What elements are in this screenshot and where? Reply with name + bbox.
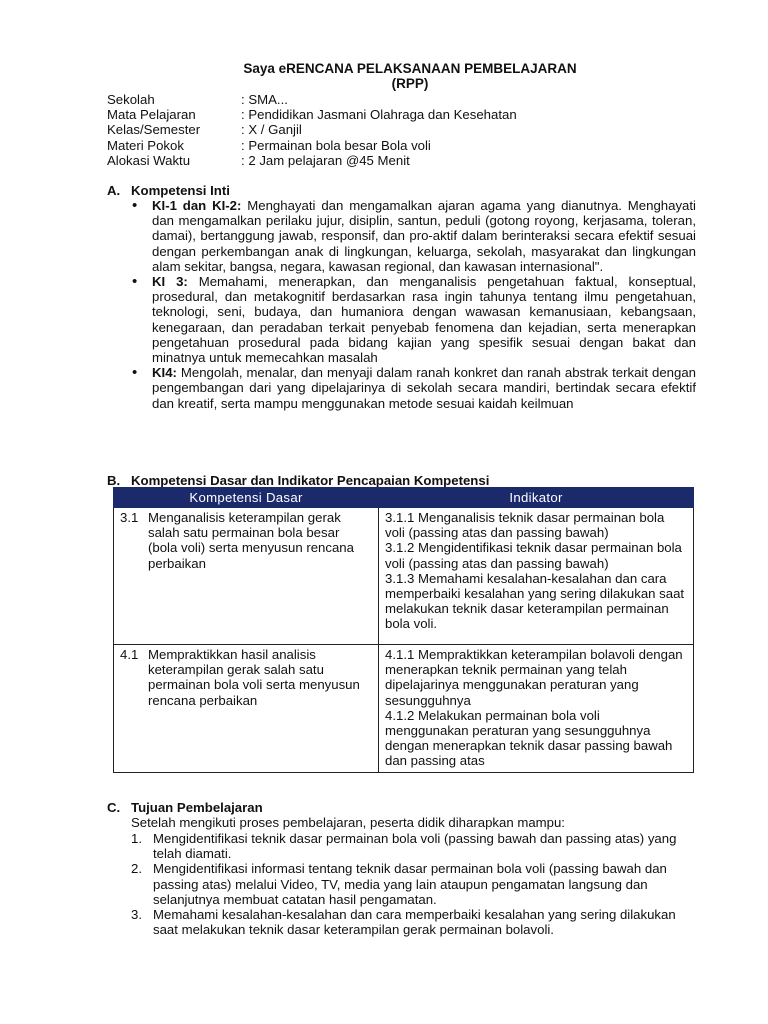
kd-number: 3.1 [120, 510, 139, 525]
identity-block [107, 92, 707, 168]
section-letter: B. [107, 473, 121, 488]
indikator-item: 3.1.2 Mengidentifikasi teknik dasar permainan bola voli (passing atas dan passing bawah) [385, 540, 682, 571]
section-letter: C. [107, 800, 121, 815]
list-item [131, 861, 691, 907]
kd-text: Menganalisis keterampilan gerak salah satu permainan bola besar (bola voli) serta menyusun rencana perbaikan [148, 510, 354, 571]
info-row-alokasi-waktu [107, 153, 707, 168]
section-title: Kompetensi Inti [131, 183, 230, 198]
list-text: Mengidentifikasi informasi tentang teknik dasar permainan bola voli (passing bawah dan passing atas) melalui Video, TV, media yang lain ataupun pengamatan langsung dan selanjutnya membuat catatan hasil pengamatan. [153, 861, 667, 907]
section-a-heading [107, 183, 230, 198]
document-title: Saya eRENCANA PELAKSANAAN PEMBELAJARAN [243, 61, 577, 76]
info-row-mata-pelajaran [107, 107, 707, 122]
tujuan-list [131, 831, 691, 937]
kd-number: 4.1 [120, 647, 139, 662]
info-row-kelas-semester [107, 122, 707, 137]
section-c-heading [107, 800, 263, 815]
list-item [131, 907, 691, 937]
list-number: 2. [131, 861, 142, 877]
info-value: : X / Ganjil [241, 122, 302, 138]
header-indikator: Indikator [379, 488, 694, 508]
indikator-item: 3.1.3 Memahami kesalahan-kesalahan dan cara memperbaiki kesalahan yang sering dilakukan saat melakukan teknik dasar keterampilan permainan bola voli. [385, 570, 685, 632]
info-label: Mata Pelajaran [107, 107, 196, 123]
table-header-row [114, 488, 694, 508]
table-row [114, 508, 694, 645]
ki-label: KI 3: [152, 274, 188, 290]
info-label: Sekolah [107, 92, 155, 107]
ki-label: KI-1 dan KI-2: [152, 198, 242, 213]
info-label: Alokasi Waktu [107, 152, 191, 168]
indikator-cell [379, 508, 694, 645]
tujuan-intro: Setelah mengikuti proses pembelajaran, peserta didik diharapkan mampu: [131, 815, 565, 830]
info-row-sekolah [107, 92, 707, 107]
ki-item [130, 365, 696, 411]
ki-text: Memahami, menerapkan, dan menganalisis pengetahuan faktual, konseptual, prosedural, dan metakognitif berdasarkan rasa ingin tahunya tentang ilmu pengetahuan, teknologi, seni, budaya, dan humaniora dengan wawasan kemanusiaan, kebangsaan, kenegaraan, dan peradaban terkait penyebab fenomena dan kejadian, serta menerapkan pengetahuan prosedural pada bidang kajian yang spesifik sesuai dengan bakat dan minatnya untuk memecahkan masalah [152, 274, 696, 366]
section-b-heading [107, 473, 489, 488]
info-label: Kelas/Semester [107, 122, 201, 138]
list-text: Mengidentifikasi teknik dasar permainan bola voli (passing bawah dan passing atas) yang telah diamati. [153, 831, 677, 862]
ki-label: KI4: [152, 365, 177, 381]
list-number: 1. [131, 831, 142, 846]
section-title: Kompetensi Dasar dan Indikator Pencapaian Kompetensi [131, 473, 490, 488]
list-text: Memahami kesalahan-kesalahan dan cara memperbaiki kesalahan yang sering dilakukan saat melakukan teknik dasar keterampilan gerak permainan bolavoli. [153, 907, 676, 938]
ki-text: Mengolah, menalar, dan menyaji dalam ranah konkret dan ranah abstrak terkait dengan pengembangan dari yang dipelajarinya di sekolah secara mandiri, bertindak secara efektif dan kreatif, serta mampu menggunakan metode sesuai kaidah keilmuan [152, 365, 696, 411]
kd-cell [114, 645, 379, 773]
ki-text: Menghayati dan mengamalkan ajaran agama yang dianutnya. Menghayati dan mengamalkan perilaku jujur, disiplin, santun, peduli (gotong royong, kerjasama, toleran, damai), bertanggung jawab, responsif, dan pro-aktif dalam berinteraksi secara efektif sesuai dengan perkembangan anak di lingkungan, keluarga, sekolah, masyarakat dan lingkungan alam sekitar, bangsa, negara, kawasan regional, dan kawasan internasional". [152, 198, 696, 274]
list-number: 3. [131, 907, 142, 923]
info-value: : SMA... [241, 92, 288, 107]
info-row-materi-pokok [107, 138, 707, 153]
indikator-item: 4.1.2 Melakukan permainan bola voli menggunakan peraturan yang sesungguhnya dengan menerapkan teknik dasar passing bawah dan passing atas [385, 707, 673, 769]
indikator-item: 4.1.1 Mempraktikkan keterampilan bolavoli dengan menerapkan teknik permainan yang telah dipelajarinya menggunakan peraturan yang sesungguhnya [385, 647, 683, 708]
info-value: : 2 Jam pelajaran @45 Menit [241, 152, 410, 168]
kd-indikator-table [113, 487, 694, 773]
section-title: Tujuan Pembelajaran [131, 800, 263, 815]
info-label: Materi Pokok [107, 137, 184, 153]
section-letter: A. [107, 183, 121, 198]
info-value: : Permainan bola besar Bola voli [241, 137, 431, 153]
document-subtitle: (RPP) [391, 76, 429, 91]
ki-item [130, 274, 696, 365]
kompetensi-inti-list [130, 198, 696, 411]
indikator-cell [379, 645, 694, 773]
info-value: : Pendidikan Jasmani Olahraga dan Kesehatan [241, 107, 517, 123]
list-item [131, 831, 691, 861]
kd-cell [114, 508, 379, 645]
table-row [114, 645, 694, 773]
indikator-item: 3.1.1 Menganalisis teknik dasar permainan bola voli (passing atas dan passing bawah) [385, 510, 665, 541]
header-kompetensi-dasar: Kompetensi Dasar [114, 488, 379, 508]
ki-item [130, 198, 696, 274]
kd-text: Mempraktikkan hasil analisis keterampilan gerak salah satu permainan bola voli serta menyusun rencana perbaikan [148, 647, 360, 708]
